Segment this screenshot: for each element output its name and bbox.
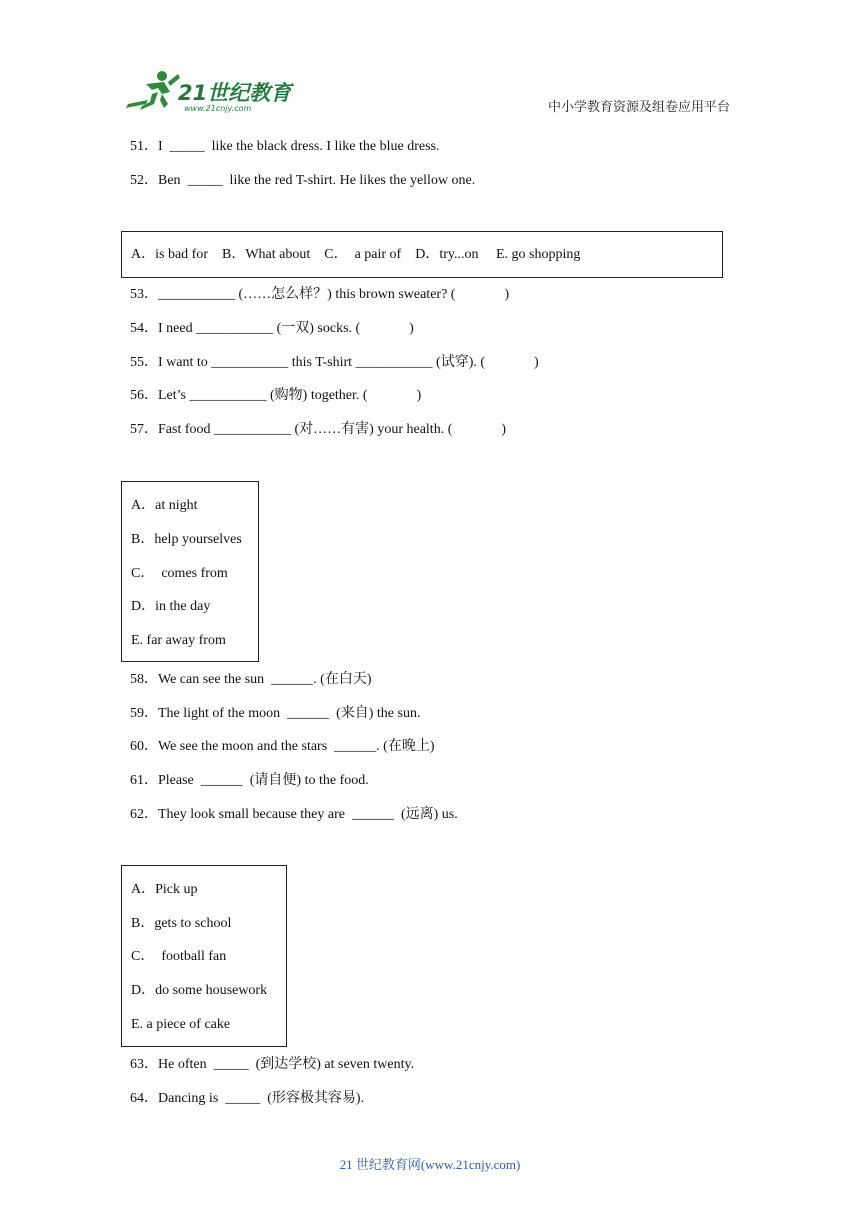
options-box-2 xyxy=(121,231,723,278)
question-63: 63．He often _____ (到达学校) at seven twenty. xyxy=(130,1057,415,1072)
platform-title: 中小学教育资源及组卷应用平台 xyxy=(548,99,731,114)
option-c: C． comes from xyxy=(131,566,228,581)
question-62: 62．They look small because they are ______ (远离) us. xyxy=(130,807,458,822)
option-a: A．at night xyxy=(131,498,198,513)
question-64: 64．Dancing is _____ (形容极其容易). xyxy=(130,1091,365,1106)
question-60: 60．We see the moon and the stars ______. (在晚上) xyxy=(130,739,435,754)
question-56: 56．Let’s ___________ (购物) together. ( ) xyxy=(130,388,422,403)
question-52: 52．Ben _____ like the red T-shirt. He likes the yellow one. xyxy=(130,173,476,188)
question-54: 54．I need ___________ (一双) socks. ( ) xyxy=(130,321,414,336)
option-b: B．help yourselves xyxy=(131,532,242,547)
question-61: 61．Please ______ (请自便) to the food. xyxy=(130,773,369,788)
question-58: 58．We can see the sun ______. (在白天) xyxy=(130,672,372,687)
question-57: 57．Fast food ___________ (对……有害) your health. ( ) xyxy=(130,422,507,437)
options-box-4 xyxy=(121,865,287,1047)
option-c: C． football fan xyxy=(131,949,227,964)
option-e: E. far away from xyxy=(131,633,226,648)
option-b: B．gets to school xyxy=(131,916,232,931)
logo-url: www.21cnjy.com xyxy=(184,104,252,113)
question-55: 55．I want to ___________ this T-shirt ___________ (试穿). ( ) xyxy=(130,355,539,370)
site-logo xyxy=(124,70,294,114)
option-e: E. a piece of cake xyxy=(131,1017,231,1032)
option-a: A．Pick up xyxy=(131,882,198,897)
options-box-3 xyxy=(121,481,259,662)
question-59: 59．The light of the moon ______ (来自) the sun. xyxy=(130,706,421,721)
question-51: 51．I _____ like the black dress. I like the blue dress. xyxy=(130,139,440,154)
options-line: A．is bad for B．What about C． a pair of D．try...on E. go shopping xyxy=(131,247,581,262)
footer-link[interactable]: 21 世纪教育网(www.21cnjy.com) xyxy=(339,1157,521,1172)
runner-icon xyxy=(126,71,180,110)
logo-text: 21世纪教育 xyxy=(178,81,292,105)
option-d: D．in the day xyxy=(131,599,211,614)
question-53: 53．___________ (……怎么样？) this brown sweater? ( ) xyxy=(130,287,510,302)
option-d: D．do some housework xyxy=(131,983,268,998)
